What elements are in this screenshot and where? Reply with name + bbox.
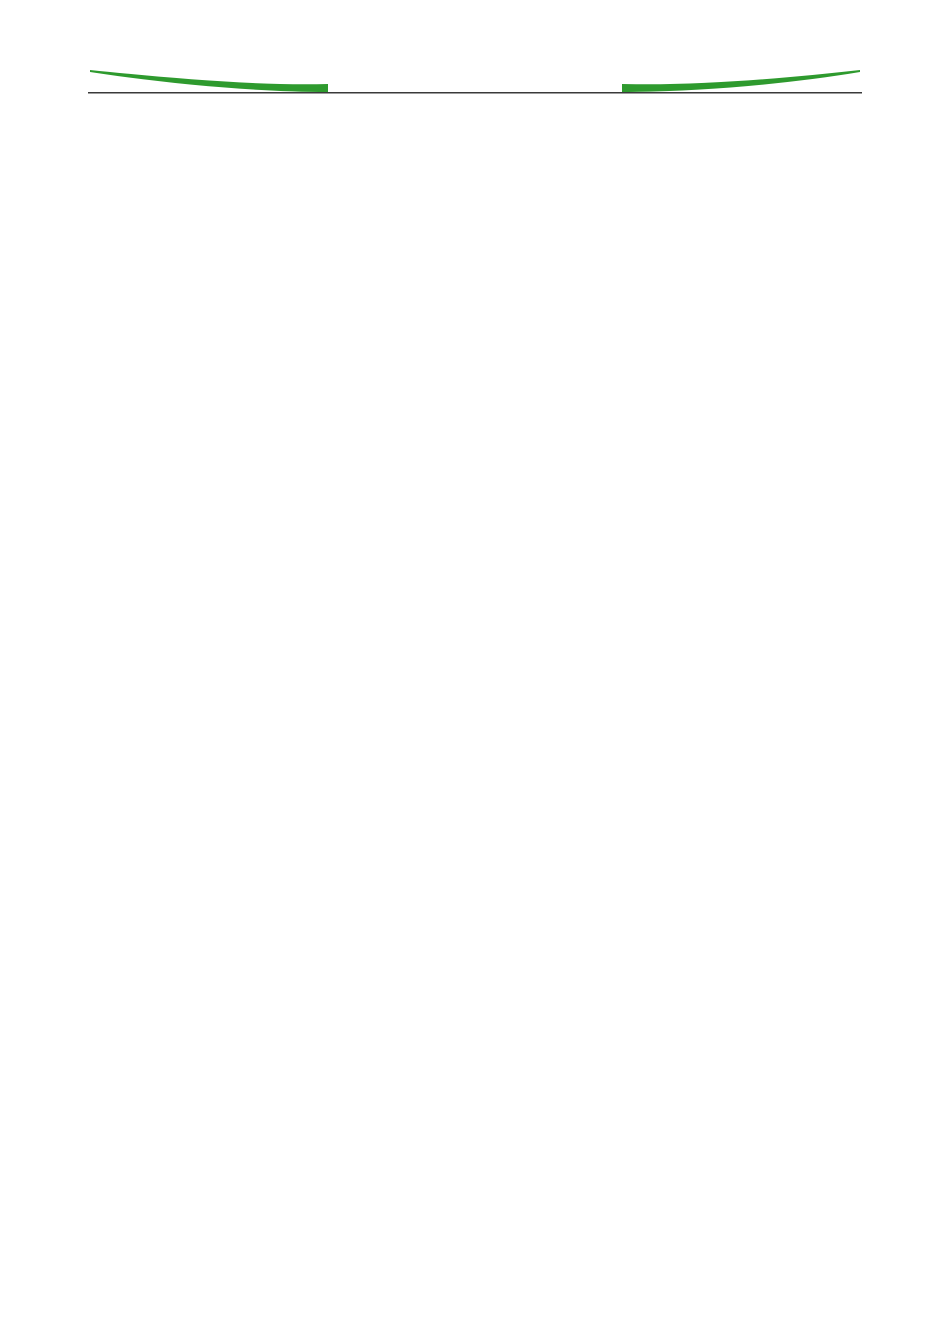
header-banner: [88, 62, 862, 98]
swoosh-logo-graphic: [88, 62, 862, 98]
